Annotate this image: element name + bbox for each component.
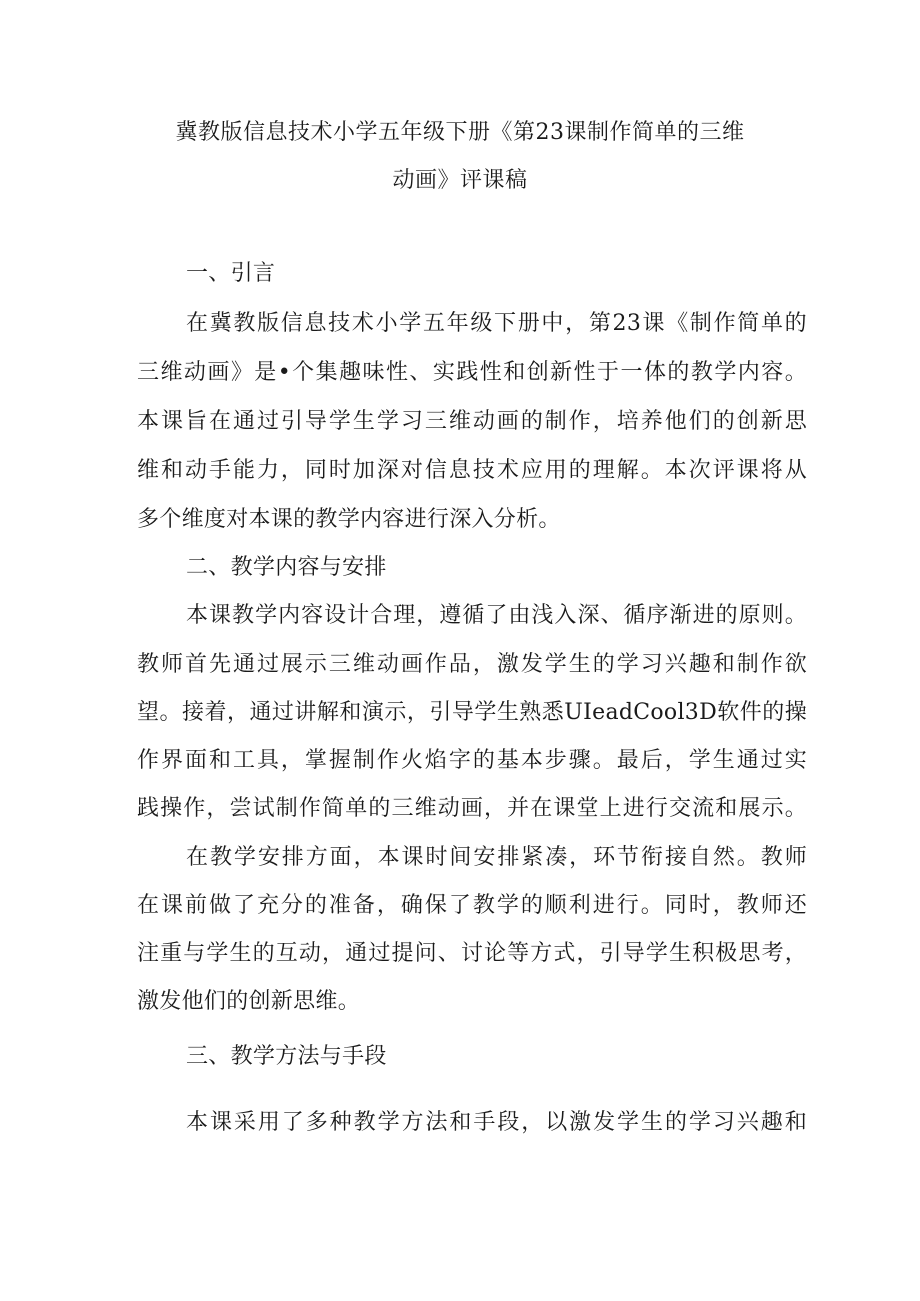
section-heading-methods: 三、教学方法与手段: [186, 1044, 387, 1069]
paragraph-line: 本课旨在通过引导学生学习三维动画的制作，培养他们的创新思: [137, 409, 807, 434]
paragraph-line: 维和动手能力，同时加深对信息技术应用的理解。本次评课将从: [137, 458, 807, 483]
paragraph-line: 在冀教版信息技术小学五年级下册中，第23课《制作简单的: [186, 311, 807, 336]
paragraph-line: 激发他们的创新思维。: [137, 989, 361, 1014]
paragraph-line: 在课前做了充分的准备，确保了教学的顺利进行。同时，教师还: [137, 893, 807, 918]
paragraph-line: 三维动画》是•个集趣味性、实践性和创新性于一体的教学内容。: [137, 360, 807, 385]
document-title-line-2: 动画》评课稿: [392, 168, 528, 193]
section-heading-content-arrangement: 二、教学内容与安排: [186, 555, 387, 580]
document-title-line-1: 冀教版信息技术小学五年级下册《第23课制作简单的三维: [175, 120, 745, 145]
paragraph-line: 本课教学内容设计合理，遵循了由浅入深、循序渐进的原则。: [186, 603, 807, 628]
paragraph-line: 注重与学生的互动，通过提问、讨论等方式，引导学生积极思考，: [137, 941, 807, 966]
paragraph-line: 多个维度对本课的教学内容进行深入分析。: [137, 507, 561, 532]
paragraph-line: 在教学安排方面，本课时间安排紧凑，环节衔接自然。教师: [186, 845, 807, 870]
paragraph-line: 教师首先通过展示三维动画作品，激发学生的学习兴趣和制作欲: [137, 652, 807, 677]
section-heading-introduction: 一、引言: [186, 261, 276, 286]
paragraph-line: 望。接着，通过讲解和演示，引导学生熟悉UIeadCool3D软件的操: [137, 700, 807, 725]
paragraph-line: 践操作，尝试制作简单的三维动画，并在课堂上进行交流和展示。: [137, 796, 807, 821]
paragraph-line: 作界面和工具，掌握制作火焰字的基本步骤。最后，学生通过实: [137, 748, 807, 773]
paragraph-line: 本课采用了多种教学方法和手段，以激发学生的学习兴趣和: [186, 1110, 807, 1135]
